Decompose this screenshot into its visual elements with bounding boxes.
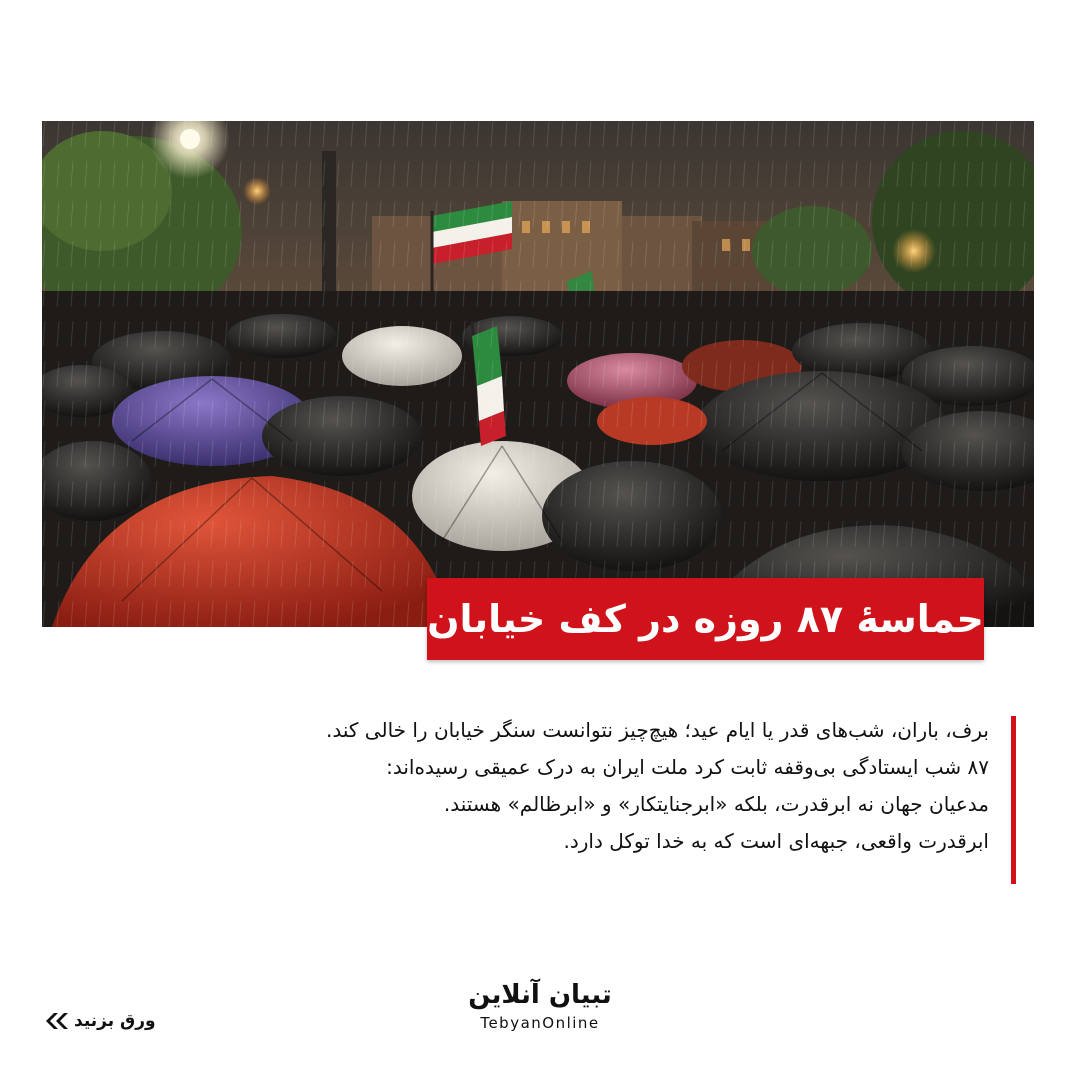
body-line: ابرقدرت واقعی، جبهه‌ای است که به خدا توکل دارد.	[563, 829, 989, 853]
body-line: برف، باران، شب‌های قدر یا ایام عید؛ هیچ‌چیز نتوانست سنگر خیابان را خالی کند.	[326, 718, 989, 742]
page-title: حماسهٔ ۸۷ روزه در کف خیابان	[427, 597, 984, 641]
body-text-block	[56, 712, 1016, 860]
body-paragraph	[56, 712, 989, 860]
brand-logo	[462, 978, 618, 1034]
body-line: ۸۷ شب ایستادگی بی‌وقفه ثابت کرد ملت ایران به درک عمیقی رسیده‌اند:	[386, 755, 989, 779]
brand-logo-en: TebyanOnline	[480, 1014, 600, 1032]
swipe-label: ورق بزنید	[74, 1011, 156, 1031]
hero-illustration	[42, 121, 1034, 627]
brand-logo-fa: تبیان آنلاین	[468, 980, 612, 1010]
rainy-crowd-umbrellas-image	[42, 121, 1034, 627]
swipe-next-button[interactable]	[42, 1006, 156, 1036]
double-chevron-left-icon	[42, 1011, 68, 1031]
body-line: مدعیان جهان نه ابرقدرت، بلکه «ابرجنایتکار» و «ابرظالم» هستند.	[443, 792, 989, 816]
title-banner	[427, 578, 984, 660]
accent-bar	[1011, 716, 1016, 884]
